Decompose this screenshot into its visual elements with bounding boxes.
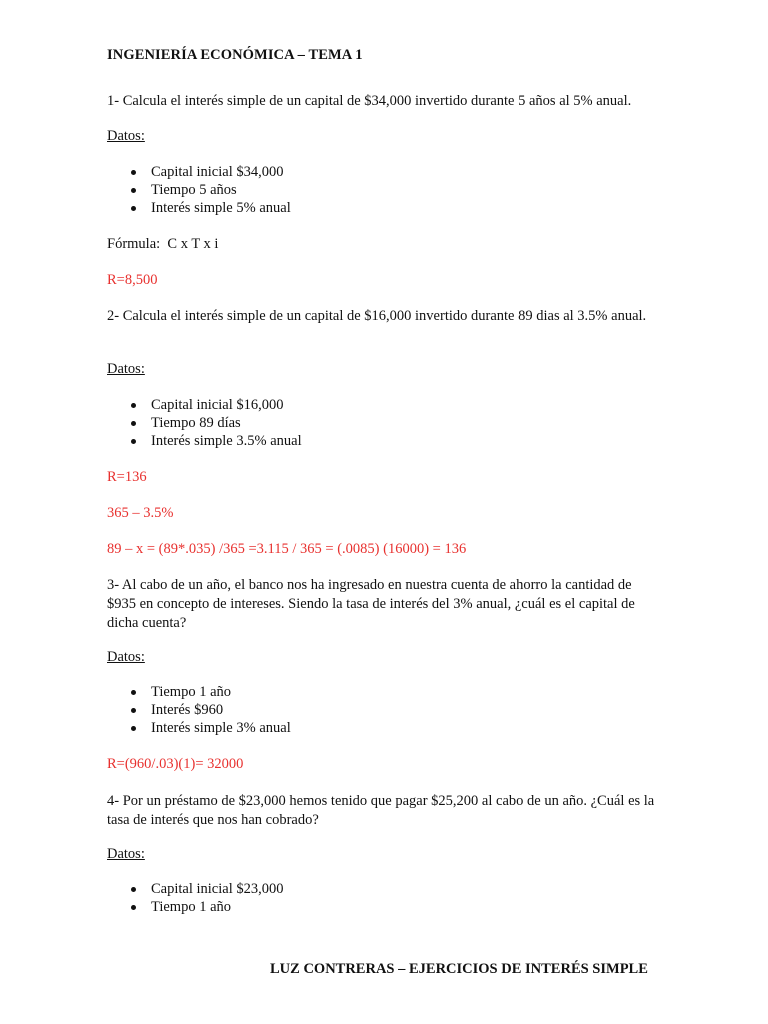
problem-1-result: R=8,500 xyxy=(107,272,158,288)
problem-2-result: R=136 xyxy=(107,469,147,485)
list-item: Interés simple 3% anual xyxy=(107,719,291,737)
problem-1-formula: Fórmula: C x T x i xyxy=(107,236,219,252)
page-footer: LUZ CONTRERAS – EJERCICIOS DE INTERÉS SIMPLE xyxy=(270,961,648,977)
bullet-icon xyxy=(131,887,136,892)
list-item: Tiempo 5 años xyxy=(107,181,291,199)
problem-2-datos-label: Datos: xyxy=(107,361,145,377)
document-title: INGENIERÍA ECONÓMICA – TEMA 1 xyxy=(107,47,363,63)
problem-3-result: R=(960/.03)(1)= 32000 xyxy=(107,756,244,772)
problem-3-data-list xyxy=(107,683,291,737)
problem-1-data-list xyxy=(107,163,291,217)
list-item: Capital inicial $16,000 xyxy=(107,396,302,414)
list-item: Tiempo 1 año xyxy=(107,683,291,701)
problem-4-statement: 4- Por un préstamo de $23,000 hemos tenido que pagar $25,200 al cabo de un año. ¿Cuál es la tasa de interés que nos han cobrado? xyxy=(107,793,655,828)
problem-2-step-1: 365 – 3.5% xyxy=(107,505,174,521)
problem-3-statement: 3- Al cabo de un año, el banco nos ha ingresado en nuestra cuenta de ahorro la cantidad de $935 en concepto de intereses. Siendo la tasa de interés del 3% anual, ¿cuál es el capital de dicha cuenta? xyxy=(107,577,635,631)
bullet-icon xyxy=(131,403,136,408)
bullet-icon xyxy=(131,708,136,713)
list-item: Tiempo 89 días xyxy=(107,414,302,432)
list-item: Interés simple 3.5% anual xyxy=(107,432,302,450)
list-item: Interés $960 xyxy=(107,701,291,719)
problem-1-statement: 1- Calcula el interés simple de un capital de $34,000 invertido durante 5 años al 5% anual. xyxy=(107,93,632,109)
bullet-icon xyxy=(131,206,136,211)
bullet-icon xyxy=(131,188,136,193)
bullet-icon xyxy=(131,690,136,695)
list-item: Tiempo 1 año xyxy=(107,898,284,916)
bullet-icon xyxy=(131,421,136,426)
problem-1-datos-label: Datos: xyxy=(107,128,145,144)
problem-2-data-list xyxy=(107,396,302,450)
list-item: Capital inicial $23,000 xyxy=(107,880,284,898)
list-item: Interés simple 5% anual xyxy=(107,199,291,217)
bullet-icon xyxy=(131,170,136,175)
bullet-icon xyxy=(131,905,136,910)
bullet-icon xyxy=(131,726,136,731)
bullet-icon xyxy=(131,439,136,444)
list-item: Capital inicial $34,000 xyxy=(107,163,291,181)
problem-4-data-list xyxy=(107,880,284,916)
problem-2-step-2: 89 – x = (89*.035) /365 =3.115 / 365 = (.0085) (16000) = 136 xyxy=(107,541,467,557)
problem-2-statement: 2- Calcula el interés simple de un capital de $16,000 invertido durante 89 dias al 3.5% anual. xyxy=(107,308,647,324)
problem-3-datos-label: Datos: xyxy=(107,649,145,665)
problem-4-datos-label: Datos: xyxy=(107,846,145,862)
